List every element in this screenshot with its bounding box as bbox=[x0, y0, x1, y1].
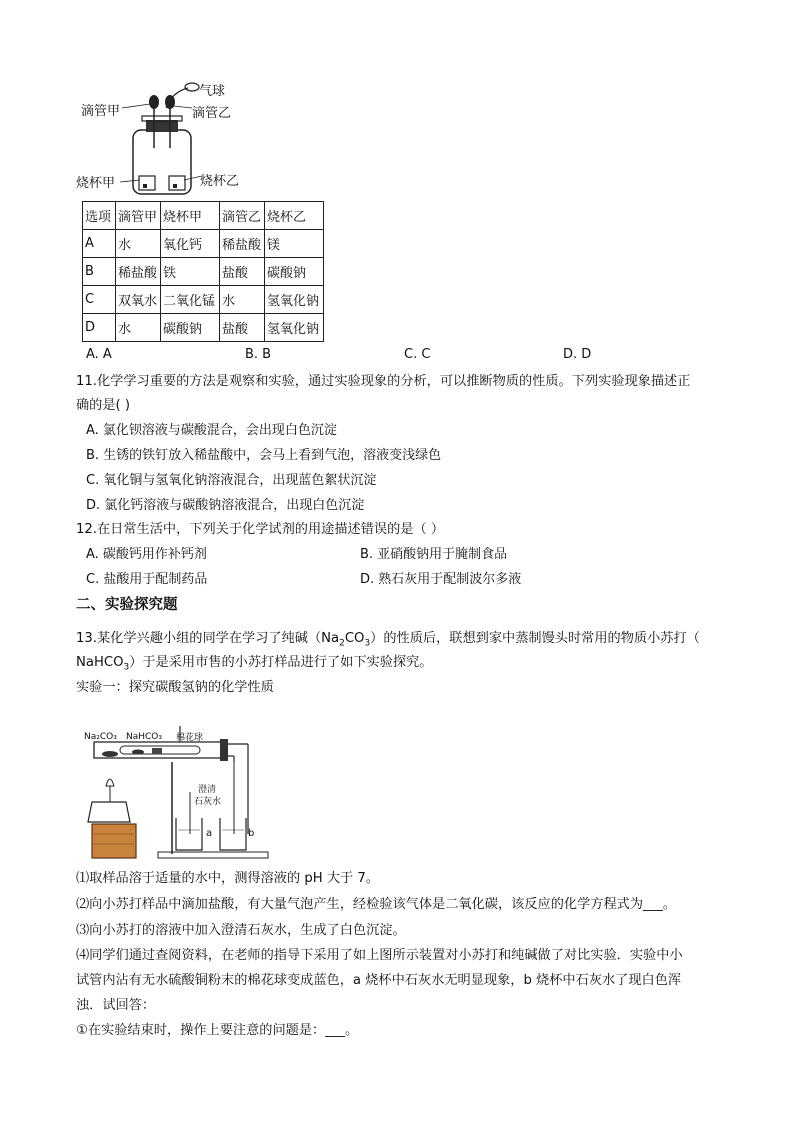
table-cell: 镁 bbox=[265, 230, 324, 258]
apparatus-figure-2 bbox=[80, 722, 270, 864]
q13-stem-line2 bbox=[76, 653, 433, 678]
label-limewater-1: 澄清 bbox=[198, 785, 217, 795]
label-cotton-ball: 棉花球 bbox=[176, 733, 204, 743]
table-header-cell: 滴管乙 bbox=[220, 202, 265, 230]
label-dropper-a: 滴管甲 bbox=[81, 104, 121, 119]
table-cell: 氢氧化钠 bbox=[265, 314, 324, 342]
table-row bbox=[83, 286, 324, 314]
subscript: 3 bbox=[123, 662, 130, 673]
table-cell: 铁 bbox=[161, 258, 220, 286]
table-cell: 碳酸钠 bbox=[161, 314, 220, 342]
subscript: 2 bbox=[339, 638, 345, 649]
options-table bbox=[82, 201, 324, 342]
table-cell: 氢氧化钠 bbox=[265, 286, 324, 314]
table-cell: D bbox=[83, 314, 116, 342]
table-header-cell: 烧杯甲 bbox=[161, 202, 220, 230]
table-header-row bbox=[83, 202, 324, 230]
q13-text: ）于是采用市售的小苏打样品进行了如下实验探究。 bbox=[129, 655, 433, 670]
q10-option-b[interactable]: B. B bbox=[245, 347, 272, 362]
q12-option-b[interactable]: B. 亚硝酸钠用于腌制食品 bbox=[360, 547, 508, 562]
label-beaker-b2: b bbox=[248, 828, 255, 839]
table-cell: A bbox=[83, 230, 116, 258]
label-limewater-2: 石灰水 bbox=[194, 797, 222, 807]
q10-option-d[interactable]: D. D bbox=[563, 347, 592, 362]
q10-option-c[interactable]: C. C bbox=[404, 347, 431, 362]
q13-item-4-line2: 试管内沾有无水硫酸铜粉末的棉花球变成蓝色，a 烧杯中石灰水无明显现象，b 烧杯中石灰水了现白色浑 bbox=[76, 973, 682, 988]
table-header-cell: 烧杯乙 bbox=[265, 202, 324, 230]
q12-option-c[interactable]: C. 盐酸用于配制药品 bbox=[86, 572, 208, 587]
table-cell: B bbox=[83, 258, 116, 286]
q10-option-a[interactable]: A. A bbox=[86, 347, 112, 362]
table-cell: 稀盐酸 bbox=[116, 258, 161, 286]
label-na2co3: Na₂CO₃ bbox=[84, 732, 117, 742]
table-cell: C bbox=[83, 286, 116, 314]
table-cell: 水 bbox=[116, 314, 161, 342]
table-header-cell: 滴管甲 bbox=[116, 202, 161, 230]
table-cell: 二氧化锰 bbox=[161, 286, 220, 314]
table-header-cell: 选项 bbox=[83, 202, 116, 230]
table-cell: 水 bbox=[116, 230, 161, 258]
q13-item-4-line1: ⑷同学们通过查阅资料，在老师的指导下采用了如上图所示装置对小苏打和纯碱做了对比实验．实验中小 bbox=[76, 948, 683, 963]
table-cell: 氧化钙 bbox=[161, 230, 220, 258]
table-cell: 稀盐酸 bbox=[220, 230, 265, 258]
label-balloon: 气球 bbox=[199, 84, 226, 99]
label-beaker-a2: a bbox=[206, 828, 213, 839]
q13-item-2: ⑵向小苏打样品中滴加盐酸，有大量气泡产生，经检验该气体是二氧化碳，该反应的化学方程式为___。 bbox=[76, 897, 677, 912]
label-dropper-b: 滴管乙 bbox=[192, 106, 232, 121]
q13-stem-line1 bbox=[76, 629, 700, 654]
q12-option-a[interactable]: A. 碳酸钙用作补钙剂 bbox=[86, 547, 207, 562]
q11-stem-line2: 确的是( ) bbox=[76, 398, 131, 413]
table-cell: 盐酸 bbox=[220, 314, 265, 342]
q13-text: ）的性质后，联想到家中蒸制馒头时常用的物质小苏打（ bbox=[370, 631, 700, 646]
q13-text: NaHCO bbox=[76, 655, 124, 670]
table-row bbox=[83, 314, 324, 342]
subscript: 3 bbox=[364, 638, 371, 649]
table-cell: 水 bbox=[220, 286, 265, 314]
q11-option-a[interactable]: A. 氯化钡溶液与碳酸混合，会出现白色沉淀 bbox=[86, 423, 337, 438]
section-heading: 二、实验探究题 bbox=[76, 597, 178, 613]
q13-subquestion-1: ①在实验结束时，操作上要注意的问题是：___。 bbox=[76, 1023, 359, 1038]
table-row bbox=[83, 258, 324, 286]
q11-option-b[interactable]: B. 生锈的铁钉放入稀盐酸中，会马上看到气泡，溶液变浅绿色 bbox=[86, 448, 442, 463]
q13-item-4-line3: 浊．试回答： bbox=[76, 998, 156, 1013]
q11-option-c[interactable]: C. 氧化铜与氢氧化钠溶液混合，出现蓝色絮状沉淀 bbox=[86, 473, 377, 488]
apparatus-drawing-2 bbox=[80, 722, 270, 864]
experiment-1-title: 实验一：探究碳酸氢钠的化学性质 bbox=[76, 680, 274, 695]
q13-item-1: ⑴取样品溶于适量的水中，测得溶液的 pH 大于 7。 bbox=[76, 871, 380, 886]
label-beaker-a: 烧杯甲 bbox=[76, 176, 116, 191]
table-cell: 双氧水 bbox=[116, 286, 161, 314]
q13-item-3: ⑶向小苏打的溶液中加入澄清石灰水，生成了白色沉淀。 bbox=[76, 923, 406, 938]
q12-stem: 12.在日常生活中，下列关于化学试剂的用途描述错误的是（ ） bbox=[76, 522, 445, 537]
table-cell: 碳酸钠 bbox=[265, 258, 324, 286]
q13-text: CO bbox=[344, 631, 365, 646]
table-cell: 盐酸 bbox=[220, 258, 265, 286]
q11-option-d[interactable]: D. 氯化钙溶液与碳酸钠溶液混合，出现白色沉淀 bbox=[86, 498, 365, 513]
q13-text: 13.某化学兴趣小组的同学在学习了纯碱（Na bbox=[76, 631, 340, 646]
q11-stem-line1: 11.化学学习重要的方法是观察和实验，通过实验现象的分析，可以推断物质的性质。下列实验现象描述正 bbox=[76, 374, 691, 389]
apparatus-figure-1 bbox=[76, 78, 256, 198]
table-row bbox=[83, 230, 324, 258]
q12-option-d[interactable]: D. 熟石灰用于配制波尔多液 bbox=[360, 572, 522, 587]
label-beaker-b: 烧杯乙 bbox=[200, 174, 240, 189]
label-nahco3: NaHCO₃ bbox=[126, 732, 162, 742]
